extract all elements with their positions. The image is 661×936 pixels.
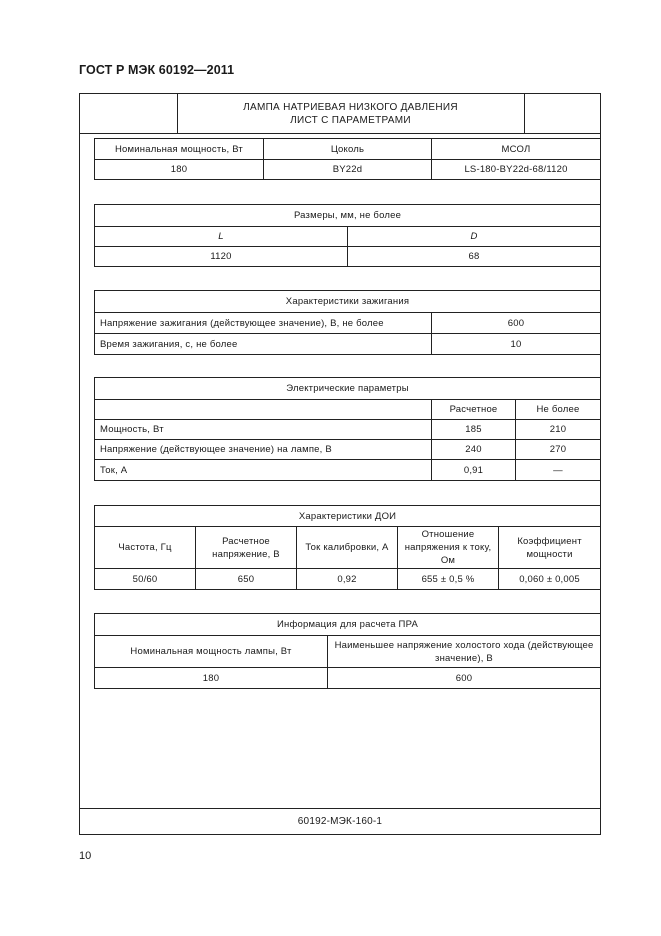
- summary-value-power: 180: [95, 160, 264, 180]
- electrical-voltage-label: Напряжение (действующее значение) на лампе, В: [95, 440, 432, 460]
- reference-ballast-header-power-factor: Коэффициент мощности: [499, 527, 601, 569]
- sheet-title: [177, 94, 525, 133]
- reference-ballast-table: [94, 505, 601, 590]
- sheet-code: 60192-МЭК-160-1: [80, 808, 600, 834]
- ignition-table: [94, 290, 601, 355]
- ballast-info-header-voltage: Наименьшее напряжение холостого хода (действующее значение), В: [328, 636, 601, 668]
- ignition-time-label: Время зажигания, с, не более: [95, 334, 432, 355]
- electrical-current-max: —: [516, 460, 601, 481]
- ballast-info-header-power: Номинальная мощность лампы, Вт: [95, 636, 328, 668]
- dimensions-table: [94, 204, 601, 267]
- summary-header-power: Номинальная мощность, Вт: [95, 139, 264, 160]
- sheet-header: [80, 94, 600, 134]
- dimensions-header-diameter: D: [348, 227, 601, 247]
- reference-ballast-value-frequency: 50/60: [95, 569, 196, 590]
- sheet-title-line2: ЛИСТ С ПАРАМЕТРАМИ: [290, 115, 411, 126]
- reference-ballast-title: Характеристики ДОИ: [95, 506, 601, 527]
- reference-ballast-value-current: 0,92: [297, 569, 398, 590]
- ignition-title: Характеристики зажигания: [95, 291, 601, 313]
- electrical-power-label: Мощность, Вт: [95, 420, 432, 440]
- page-number: 10: [79, 850, 92, 862]
- reference-ballast-value-ratio: 655 ± 0,5 %: [398, 569, 499, 590]
- electrical-header-max: Не более: [516, 400, 601, 420]
- reference-ballast-header-frequency: Частота, Гц: [95, 527, 196, 569]
- sheet-header-left-cell: [80, 94, 178, 133]
- summary-value-base: BY22d: [264, 160, 432, 180]
- electrical-current-label: Ток, А: [95, 460, 432, 481]
- dimensions-header-length: L: [95, 227, 348, 247]
- reference-ballast-header-voltage: Расчетное напряжение, В: [196, 527, 297, 569]
- electrical-power-max: 210: [516, 420, 601, 440]
- summary-header-ilcos: МСОЛ: [432, 139, 601, 160]
- summary-header-base: Цоколь: [264, 139, 432, 160]
- ignition-voltage-value: 600: [432, 313, 601, 334]
- dimensions-value-diameter: 68: [348, 247, 601, 267]
- ballast-info-value-voltage: 600: [328, 668, 601, 689]
- dimensions-value-length: 1120: [95, 247, 348, 267]
- electrical-title: Электрические параметры: [95, 378, 601, 400]
- summary-value-ilcos: LS-180-BY22d-68/1120: [432, 160, 601, 180]
- standard-designation: ГОСТ Р МЭК 60192—2011: [79, 63, 235, 77]
- ballast-info-value-power: 180: [95, 668, 328, 689]
- dimensions-title: Размеры, мм, не более: [95, 205, 601, 227]
- reference-ballast-header-current: Ток калибровки, А: [297, 527, 398, 569]
- ballast-info-title: Информация для расчета ПРА: [95, 614, 601, 636]
- reference-ballast-value-power-factor: 0,060 ± 0,005: [499, 569, 601, 590]
- electrical-current-rated: 0,91: [432, 460, 516, 481]
- electrical-table: [94, 377, 601, 481]
- ignition-voltage-label: Напряжение зажигания (действующее значение), В, не более: [95, 313, 432, 334]
- electrical-header-blank: [95, 400, 432, 420]
- electrical-voltage-max: 270: [516, 440, 601, 460]
- summary-table: [94, 138, 601, 180]
- ballast-info-table: [94, 613, 601, 689]
- reference-ballast-header-ratio: Отношение напряжения к току, Ом: [398, 527, 499, 569]
- ignition-time-value: 10: [432, 334, 601, 355]
- reference-ballast-value-voltage: 650: [196, 569, 297, 590]
- electrical-power-rated: 185: [432, 420, 516, 440]
- sheet-title-line1: ЛАМПА НАТРИЕВАЯ НИЗКОГО ДАВЛЕНИЯ: [243, 102, 458, 113]
- electrical-voltage-rated: 240: [432, 440, 516, 460]
- electrical-header-rated: Расчетное: [432, 400, 516, 420]
